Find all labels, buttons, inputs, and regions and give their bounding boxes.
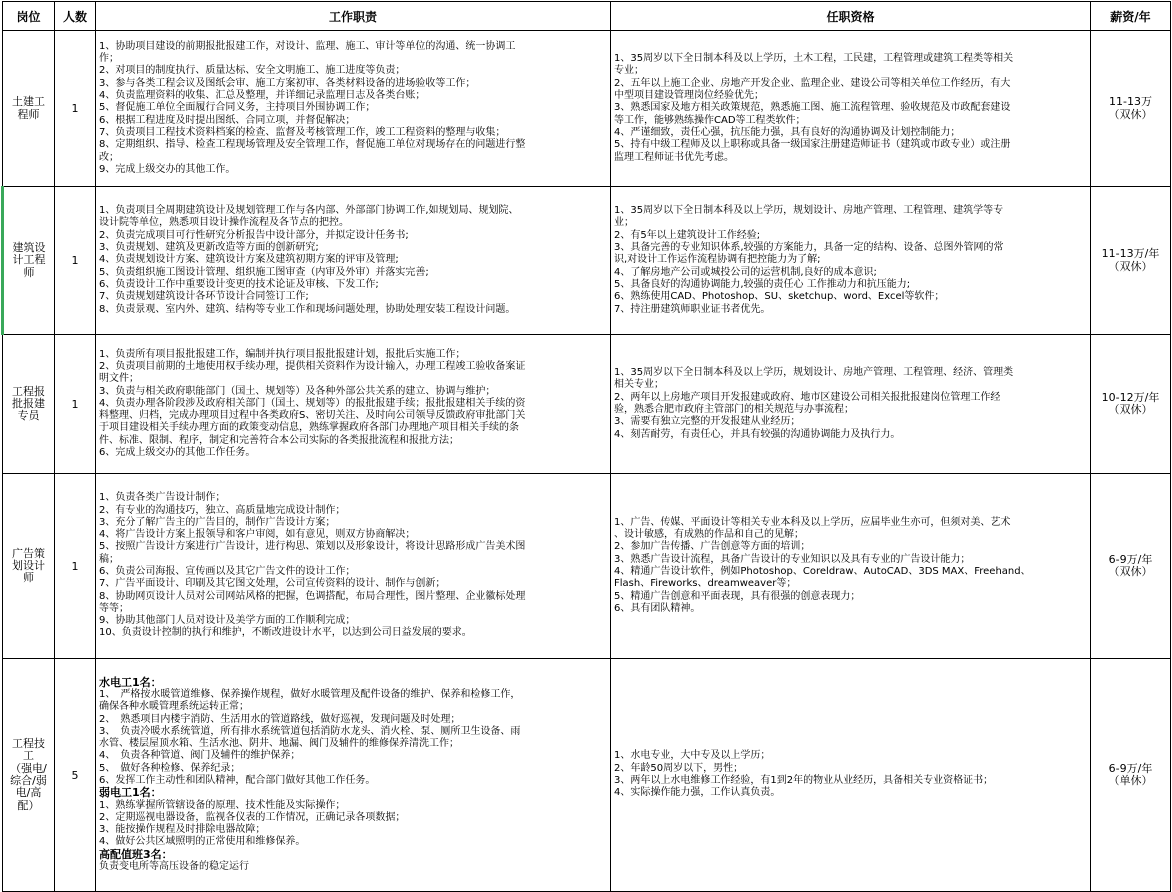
salary-note: （双休） bbox=[1108, 403, 1153, 416]
salary-note: （双休） bbox=[1108, 565, 1153, 578]
salary-cell bbox=[1091, 474, 1171, 659]
duties-cell bbox=[96, 474, 611, 659]
qualification-line: 1、35周岁以下全日制本科及以上学历，土木工程，工民建，工程管理或建筑工程类等相关 bbox=[614, 53, 1014, 65]
salary-text: 6-9万/年 bbox=[1108, 552, 1153, 566]
duty-line: 等等； bbox=[99, 602, 129, 614]
position-text: 建筑设 bbox=[12, 241, 46, 255]
duty-line: 3、 负责冷暖水系统管道，所有排水系统管道包括消防水龙头、消火栓、泵、厕所卫生设备、雨 bbox=[99, 725, 521, 737]
qualification-line: 2、年龄50周岁以下，男性； bbox=[614, 762, 744, 774]
duties-cell bbox=[96, 659, 611, 892]
qualification-line: 2、参加广告传播、广告创意等方面的培训； bbox=[614, 541, 811, 553]
duty-line: 1、熟练掌握所管辖设备的原理、技术性能及实际操作； bbox=[99, 799, 346, 811]
section-title: 弱电工1名： bbox=[99, 786, 162, 800]
duty-line: 7、负责项目工程技术资料档案的检查、监督及考核管理工作，竣工工程资料的整理与收集； bbox=[99, 126, 506, 138]
qualification-line: 6、熟练使用CAD、Photoshop、SU、sketchup、word、Excel等软件； bbox=[614, 291, 945, 303]
qualification-line: 6、具有团队精神。 bbox=[614, 602, 701, 614]
salary-cell bbox=[1091, 659, 1171, 892]
position-cell bbox=[3, 31, 55, 187]
salary-text: 11-13万 bbox=[1109, 95, 1152, 109]
qualification-line: 4、实际操作能力强，工作认真负责。 bbox=[614, 787, 781, 799]
position-text: 广告策 bbox=[12, 546, 45, 560]
duty-line: 料整理、归档，完成办理项目过程中各类政府S、密切关注、及时向公司领导反馈政府审批部门关 bbox=[99, 410, 526, 422]
duty-line: 3、能按操作规程及时排除电器故障； bbox=[99, 824, 266, 836]
duty-line: 明文件； bbox=[99, 373, 139, 385]
duty-line: 于项目建设相关手续办理方面的政策变动信息，熟练掌握政府各部门办理地产项目相关手续的条 bbox=[99, 422, 519, 434]
section-title: 水电工1名： bbox=[99, 675, 162, 689]
qualification-line: 监理工程师证书优先考虑。 bbox=[614, 151, 734, 163]
duty-line: 2、负责项目前期的土地使用权手续办理，提供相关资料作为设计输入，办理工程竣工验收备案证 bbox=[99, 360, 526, 372]
job-requirements-table bbox=[1, 1, 1171, 892]
count-cell: 1 bbox=[55, 474, 96, 659]
position-text: 土建工 bbox=[12, 95, 45, 109]
count-cell: 1 bbox=[55, 31, 96, 187]
header-position: 岗位 bbox=[3, 2, 55, 31]
qualification-line: 4、刻苦耐劳，有责任心，并具有较强的沟通协调能力及执行力。 bbox=[614, 428, 901, 440]
duty-line: 7、负责规划建筑设计各环节设计合同签订工作; bbox=[99, 291, 309, 303]
count-cell: 1 bbox=[55, 187, 96, 335]
duty-line: 改； bbox=[99, 151, 119, 163]
header-salary: 薪资/年 bbox=[1091, 2, 1171, 31]
position-text: 师 bbox=[23, 265, 35, 279]
duty-line: 3、参与各类工程会议及图纸会审、施工方案初审、各类材料设备的进场验收等工作； bbox=[99, 77, 476, 89]
duty-line: 3、负责规划、建筑及更新改造等方面的创新研究; bbox=[99, 242, 319, 254]
duties-cell bbox=[96, 187, 611, 335]
position-text: 批报建 bbox=[12, 396, 45, 410]
qualification-line: 2、两年以上房地产项目开发报建或政府、地市区建设公司相关报批报建岗位管理工作经 bbox=[614, 391, 1001, 403]
duty-line: 5、负责组织施工图设计管理、组织施工图审查（内审及外审）并落实完善; bbox=[99, 266, 429, 278]
position-text: 电/高 bbox=[15, 786, 42, 800]
duty-line: 4、将广告设计方案上报领导和客户审阅，如有意见，则双方协商解决； bbox=[99, 529, 416, 541]
qualification-line: 5、持有中级工程师及以上职称或具备一级国家注册建造师证书（建筑或市政专业）或注册 bbox=[614, 139, 1011, 151]
duty-line: 5、按照广告设计方案进行广告设计，进行构思、策划以及形象设计，将设计思路形成广告美术图 bbox=[99, 541, 526, 553]
qualification-line: 等工作，能够熟练操作CAD等工程类软件； bbox=[614, 114, 806, 126]
duty-line: 负责变电所等高压设备的稳定运行 bbox=[99, 861, 249, 873]
qualification-line: 3、两年以上水电维修工作经验，有1到2年的物业从业经历，具备相关专业资格证书； bbox=[614, 775, 994, 786]
count-cell: 5 bbox=[55, 659, 96, 892]
qualification-line: 3、熟悉广告设计流程，具备广告设计的专业知识以及具有专业的广告设计能力； bbox=[614, 553, 971, 565]
qualification-line: 2、有5年以上建筑设计工作经验; bbox=[614, 229, 761, 241]
salary-text: 10-12万/年 bbox=[1101, 390, 1160, 404]
position-cell bbox=[3, 474, 55, 659]
salary-note: （双休） bbox=[1108, 107, 1153, 121]
table-row bbox=[3, 659, 1171, 892]
section-title: 高配值班3名： bbox=[99, 847, 173, 861]
duty-line: 8、定期组织、指导、检查工程现场管理及安全管理工作，督促施工单位对现场存在的问题进行整 bbox=[99, 139, 526, 151]
qualification-line: 中型项目建设管理岗位经验优先； bbox=[614, 90, 764, 102]
qualification-line: 1、广告、传媒、平面设计等相关专业本科及以上学历，应届毕业生亦可，但须对美、艺术 bbox=[614, 516, 1011, 528]
duty-line: 4、做好公共区域照明的正常使用和维修保养。 bbox=[99, 836, 306, 848]
duty-line: 2、有专业的沟通技巧，独立、高质量地完成设计制作； bbox=[99, 504, 346, 516]
duty-line: 稿； bbox=[99, 553, 119, 565]
position-text: 划设计 bbox=[12, 558, 45, 572]
duty-line: 6、根据工程进度及时提出图纸、合同立项，并督促解决； bbox=[99, 114, 356, 126]
duty-line: 4、负责规划设计方案、建筑设计方案及建筑初期方案的评审及管理; bbox=[99, 254, 399, 266]
duty-line: 4、负责监理资料的收集、汇总及整理，并详细记录监理日志及各类台账； bbox=[99, 90, 426, 102]
qualification-line: 4、严谨细致，责任心强，抗压能力强，具有良好的沟通协调及计划控制能力； bbox=[614, 126, 961, 138]
duty-line: 设计院等单位，熟悉项目设计操作流程及各节点的把控。 bbox=[99, 217, 349, 229]
duty-line: 水管、楼层屋顶水箱、生活水池、阴井、地漏、阀门及辅件的维修保养清洗工作； bbox=[99, 738, 459, 750]
qualifications-cell bbox=[611, 474, 1091, 659]
position-text: 程师 bbox=[17, 107, 40, 121]
salary-note: （双休） bbox=[1108, 259, 1153, 273]
duty-line: 3、充分了解广告主的广告目的，制作广告设计方案； bbox=[99, 516, 336, 528]
header-count: 人数 bbox=[55, 2, 96, 31]
qualifications-cell bbox=[611, 659, 1091, 892]
salary-text: 6-9万/年 bbox=[1108, 761, 1153, 775]
duty-line: 6、完成上级交办的其他工作任务。 bbox=[99, 447, 256, 459]
qualification-line: 5、具备良好的沟通协调能力,较强的责任心 工作推动力和抗压能力; bbox=[614, 278, 911, 290]
qualification-line: 3、具备完善的专业知识体系,较强的方案能力，具备一定的结构、设备、总图外管网的常 bbox=[614, 242, 1004, 254]
salary-cell bbox=[1091, 187, 1171, 335]
duty-line: 2、对项目的制度执行、质量达标、安全文明施工、施工进度等负责； bbox=[99, 65, 406, 77]
qualifications-cell bbox=[611, 187, 1091, 335]
duty-line: 1、负责项目全周期建筑设计及规划管理工作与各内部、外部部门协调工作,如规划局、规划院、 bbox=[99, 205, 519, 217]
qualification-line: 7、持注册建筑师职业证书者优先。 bbox=[614, 303, 771, 315]
position-cell bbox=[3, 187, 55, 335]
duty-line: 4、负责办理各阶段涉及政府相关部门（国土、规划等）的报批报建手续；报批报建相关手续的资 bbox=[99, 397, 526, 409]
duty-line: 5、 做好各种检修、保养纪录； bbox=[99, 762, 241, 774]
duty-line: 1、 严格按水暖管道维修、保养操作规程，做好水暖管理及配件设备的维护、保养和检修工作， bbox=[99, 688, 521, 700]
qualification-line: 3、熟悉国家及地方相关政策规范，熟悉施工图、施工流程管理、验收规范及市政配套建设 bbox=[614, 102, 1011, 114]
position-text: 计工程 bbox=[12, 253, 46, 267]
duty-line: 8、协助网页设计人员对公司网站风格的把握，色调搭配，布局合理性，图片整理、企业徽标处理 bbox=[99, 590, 526, 602]
duty-line: 2、负责完成项目可行性研究分析报告中设计部分，并拟定设计任务书; bbox=[99, 229, 409, 241]
qualification-line: 2、五年以上施工企业、房地产开发企业、监理企业、建设公司等相关单位工作经历，有大 bbox=[614, 77, 1011, 89]
qualification-line: 相关专业； bbox=[614, 379, 664, 391]
duty-line: 作； bbox=[99, 53, 119, 65]
duty-line: 1、负责所有项目报批报建工作，编制并执行项目报批报建计划，报批后实施工作； bbox=[99, 348, 466, 360]
duty-line: 10、负责设计控制的执行和维护，不断改进设计水平，以达到公司日益发展的要求。 bbox=[99, 627, 472, 639]
duty-line: 6、负责设计工作中重要设计变更的技术论证及审核、下发工作; bbox=[99, 278, 379, 290]
duty-line: 1、协助项目建设的前期报批报建工作，对设计、监理、施工、审计等单位的沟通、统一协调工 bbox=[99, 40, 516, 52]
duty-line: 2、定期巡视电器设备，监视各仪表的工作情况，正确记录各项数据； bbox=[99, 811, 406, 823]
table-row bbox=[3, 474, 1171, 659]
qualification-line: 1、35周岁以下全日制本科及以上学历，规划设计、房地产管理、工程管理、建筑学等专 bbox=[614, 205, 1004, 217]
position-text: 配） bbox=[17, 798, 40, 812]
header-qualifications: 任职资格 bbox=[611, 2, 1091, 31]
position-text: （强电/ bbox=[10, 761, 47, 775]
duty-line: 5、督促施工单位全面履行合同义务，主持项目外围协调工作； bbox=[99, 102, 376, 114]
qualification-line: 1、水电专业，大中专及以上学历； bbox=[614, 750, 771, 762]
qualification-line: 专业； bbox=[614, 65, 644, 77]
duty-line: 6、发挥工作主动性和团队精神，配合部门做好其他工作任务。 bbox=[99, 775, 376, 786]
table-row bbox=[3, 187, 1171, 335]
duty-line: 1、负责各类广告设计制作； bbox=[99, 492, 226, 504]
qualification-line: 4、了解房地产公司或城投公司的运营机制,良好的成本意识; bbox=[614, 266, 877, 278]
qualification-line: 3、需要有独立完整的开发报建从业经历； bbox=[614, 416, 801, 428]
duty-line: 件、标准、限制、程序，制定和完善符合本公司实际的各类报批流程和报批方法； bbox=[99, 434, 459, 446]
duty-line: 确保各种水暖管理系统运转正常； bbox=[99, 701, 249, 713]
salary-note: （单休） bbox=[1108, 774, 1153, 787]
qualification-line: 4、精通广告设计软件，例如Photoshop、Coreldraw、AutoCAD、3DS MAX、Freehand、 bbox=[614, 566, 1031, 577]
position-text: 工 bbox=[23, 749, 34, 763]
qualification-line: 、设计敏感，有成熟的作品和自己的见解； bbox=[614, 529, 804, 541]
salary-text: 11-13万/年 bbox=[1101, 247, 1160, 261]
table-row bbox=[3, 31, 1171, 187]
position-text: 专员 bbox=[17, 409, 40, 423]
header-duties: 工作职责 bbox=[96, 2, 611, 31]
duties-cell bbox=[96, 335, 611, 474]
table-header-row bbox=[3, 2, 1171, 31]
qualification-line: 5、精通广告创意和平面表现，具有很强的创意表现力； bbox=[614, 590, 861, 602]
position-text: 综合/弱 bbox=[10, 774, 47, 787]
duty-line: 8、负责景观、室内外、建筑、结构等专业工作和现场问题处理，协助处理安装工程设计问题。 bbox=[99, 303, 516, 315]
duty-line: 9、完成上级交办的其他工作。 bbox=[99, 163, 236, 175]
duty-line: 3、负责与相关政府职能部门（国土、规划等）及各种外部公共关系的建立、协调与维护； bbox=[99, 385, 496, 397]
count-cell: 1 bbox=[55, 335, 96, 474]
position-text: 工程技 bbox=[12, 737, 45, 751]
qualifications-cell bbox=[611, 31, 1091, 187]
duty-line: 2、 熟悉项目内楼宇消防、生活用水的管道路线，做好巡视，发现问题及时处理； bbox=[99, 713, 461, 725]
duty-line: 9、协助其他部门人员对设计及美学方面的工作顺利完成； bbox=[99, 615, 356, 627]
position-text: 工程报 bbox=[12, 384, 45, 398]
duty-line: 4、 负责各种管道、阀门及辅件的维护保养； bbox=[99, 750, 301, 762]
duties-cell bbox=[96, 31, 611, 187]
position-cell bbox=[3, 659, 55, 892]
qualification-line: 业； bbox=[614, 217, 634, 229]
duty-line: 7、广告平面设计、印刷及其它图文处理，公司宣传资料的设计、制作与创新； bbox=[99, 578, 446, 590]
qualification-line: Flash、Fireworks、dreamweaver等； bbox=[614, 578, 797, 590]
qualifications-cell bbox=[611, 335, 1091, 474]
salary-cell bbox=[1091, 31, 1171, 187]
qualification-line: 1、35周岁以下全日制本科及以上学历，规划设计、房地产管理、工程管理、经济、管理类 bbox=[614, 367, 1014, 379]
qualification-line: 验，熟悉合肥市政府主管部门的相关规范与办事流程； bbox=[614, 404, 854, 415]
duty-line: 6、负责公司海报、宣传画以及其它广告文件的设计工作； bbox=[99, 566, 356, 577]
salary-cell bbox=[1091, 335, 1171, 474]
position-cell bbox=[3, 335, 55, 474]
position-text: 师 bbox=[23, 571, 34, 585]
qualification-line: 识,对设计工作运作流程协调有把控能力为了解; bbox=[614, 254, 821, 266]
table-row bbox=[3, 335, 1171, 474]
